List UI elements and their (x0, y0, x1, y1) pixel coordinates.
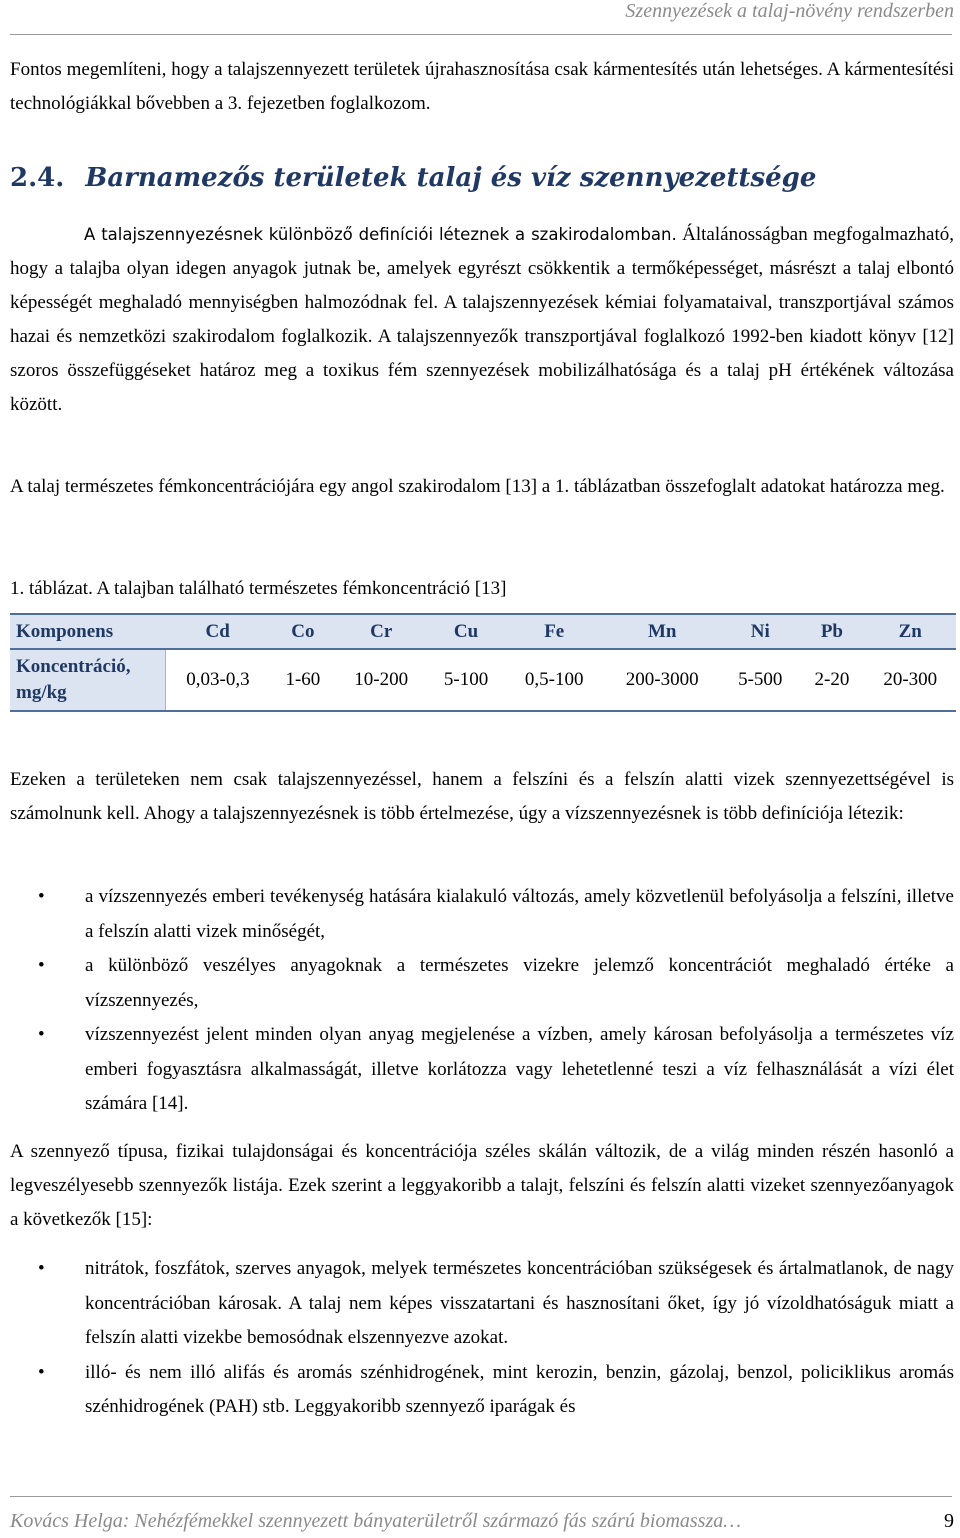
page-number: 9 (944, 1510, 954, 1532)
list-item (10, 1356, 954, 1425)
table-col-header: Mn (603, 614, 721, 649)
list-item-text: nitrátok, foszfátok, szerves anyagok, melyek természetes koncentrációban szükségesek és ártalmatlanok, de nagy koncentrációban károsak. A talaj nem képes visszatartani és hasznosítani őket, így jó vízoldhatóságuk miatt a felszín alatti vizekbe bemosódnak elszennyezve azokat. (85, 1258, 954, 1348)
section-paragraph-2: A talaj természetes fémkoncentrációjára egy angol szakirodalom [13] a 1. táblázatban összefoglalt adatokat határozza meg. (10, 476, 945, 497)
table-caption-text: A talajban található természetes fémkoncentráció [13] (92, 578, 507, 599)
table-header-label: Komponens (10, 614, 165, 649)
row-label-line2: mg/kg (16, 682, 67, 703)
running-header: Szennyezések a talaj-növény rendszerben (625, 0, 954, 22)
bullet-icon: • (38, 955, 45, 976)
table-cell: 2-20 (799, 649, 864, 711)
list-item-text: a vízszennyezés emberi tevékenység hatására kialakuló változás, amely közvetlenül befolyásolja a felszíni, illetve a felszín alatti vizek minőségét, (85, 886, 954, 942)
table-col-header: Zn (864, 614, 956, 649)
table-caption-label: 1. táblázat. (10, 578, 93, 599)
bullet-icon: • (38, 886, 45, 907)
list-item (10, 1018, 954, 1122)
section-number: 2.4. (10, 163, 65, 193)
row-label-line1: Koncentráció, (16, 656, 131, 677)
table-col-header: Co (270, 614, 335, 649)
intro-paragraph: Fontos megemlíteni, hogy a talajszennyezett területek újrahasznosítása csak kármentesítés után lehetséges. A kármentesítési technológiákkal bővebben a 3. fejezetben foglalkozom. (10, 59, 954, 114)
header-rule (10, 34, 952, 35)
table-col-header: Fe (505, 614, 603, 649)
table-cell: 10-200 (335, 649, 426, 711)
table-cell: 0,5-100 (505, 649, 603, 711)
table-col-header: Cu (427, 614, 505, 649)
list-item (10, 1252, 954, 1356)
bullet-icon: • (38, 1258, 45, 1279)
table-cell: 5-500 (721, 649, 799, 711)
section-title: Barnamezős területek talaj és víz szennyezettsége (85, 163, 817, 193)
water-paragraph: Ezeken a területeken nem csak talajszennyezéssel, hanem a felszíni és a felszín alatti vizek szennyezettségével is számolnunk kell. Ahogy a talajszennyezésnek is több értelmezése, úgy a vízszennyezésnek is több definíciója létezik: (10, 769, 954, 824)
table-cell: 5-100 (427, 649, 505, 711)
table-cell: 200-3000 (603, 649, 721, 711)
paragraph-rest: Általánosságban megfogalmazható, hogy a talajba olyan idegen anyagok jutnak be, amelyek egyrészt csökkentik a termőképességet, másrészt a talaj elbontó képességét meghaladó mennyiségben halmozódnak fel. A talajszennyezések kémiai folyamataival, transzportjával számos hazai és nemzetközi szakirodalom foglalkozik. A talajszennyezők transzportjával foglalkozó 1992-ben kiadott könyv [12] szoros összefüggéseket határoz meg a toxikus fém szennyezések mobilizálhatósága és a talaj pH értékének változása között. (10, 224, 955, 415)
metal-concentration-table (10, 613, 956, 712)
table-cell: 20-300 (864, 649, 956, 711)
water-definition-list (10, 880, 954, 1122)
pollutant-paragraph: A szennyező típusa, fizikai tulajdonságai és koncentrációja széles skálán változik, de a világ minden részén hasonló a legveszélyesebb szennyezők listája. Ezek szerint a leggyakoribb a talajt, felszíni és felszín alatti vizeket szennyezőanyagok a következők [15]: (10, 1141, 954, 1230)
table-col-header: Pb (799, 614, 864, 649)
footer-rule (10, 1496, 952, 1497)
table-cell: 0,03-0,3 (165, 649, 270, 711)
footer-text: Kovács Helga: Nehézfémekkel szennyezett bányaterületről származó fás szárú biomassza… (10, 1510, 742, 1532)
table-col-header: Cd (165, 614, 270, 649)
list-item (10, 880, 954, 949)
list-item (10, 949, 954, 1018)
table-col-header: Cr (335, 614, 426, 649)
table-row-label (10, 649, 165, 711)
table-col-header: Ni (721, 614, 799, 649)
section-heading (10, 163, 816, 193)
table-cell: 1-60 (270, 649, 335, 711)
bullet-icon: • (38, 1361, 45, 1383)
section-paragraph-1 (10, 217, 954, 422)
paragraph-lead: A talajszennyezésnek különböző definíciói léteznek a szakirodalomban. (84, 225, 677, 244)
list-item-text: illó- és nem illó alifás és aromás szénhidrogének, mint kerozin, benzin, gázolaj, benzol, policiklikus aromás szénhidrogének (PAH) stb. Leggyakoribb szennyező iparágak és (85, 1361, 954, 1417)
list-item-text: vízszennyezést jelent minden olyan anyag megjelenése a vízben, amely károsan befolyásolja a természetes víz emberi fogyasztásra alkalmasságát, illetve korlátozza vagy lehetetlenné teszi a víz felhasználását a vízi élet számára [14]. (85, 1024, 954, 1114)
bullet-icon: • (38, 1024, 45, 1045)
pollutant-list (10, 1252, 954, 1425)
table-row (10, 649, 956, 711)
list-item-text: a különböző veszélyes anyagoknak a természetes vizekre jelemző koncentrációt meghaladó értéke a vízszennyezés, (85, 955, 954, 1011)
table-caption (10, 578, 954, 600)
table-header-row (10, 614, 956, 649)
